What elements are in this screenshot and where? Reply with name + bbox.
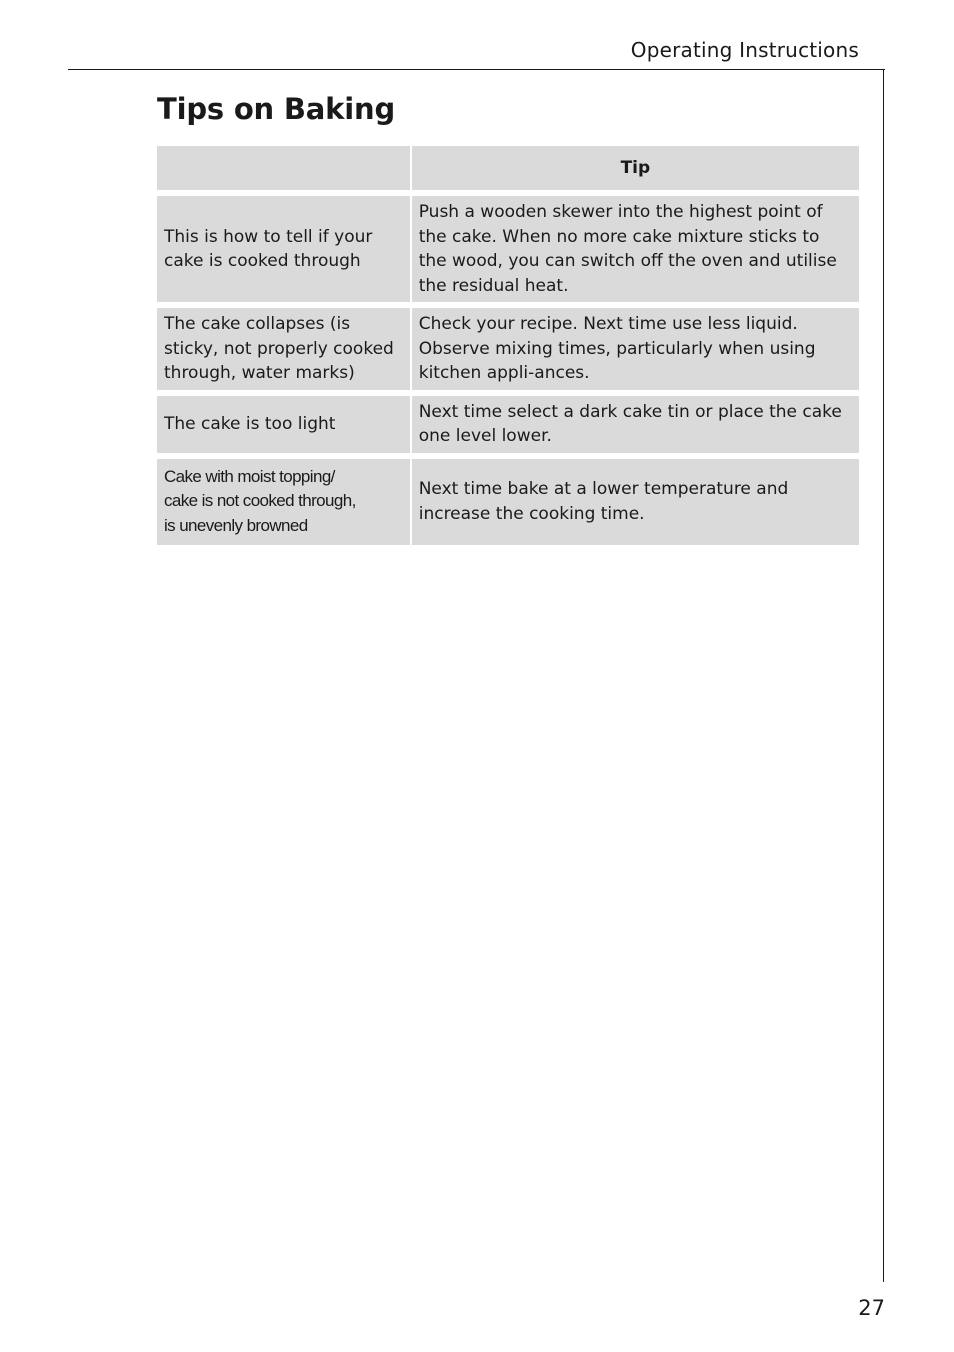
header-problem-cell: [157, 146, 412, 196]
table-row: [157, 308, 859, 396]
table-row: [157, 459, 859, 545]
running-header: Operating Instructions: [630, 38, 859, 62]
page-number: 27: [858, 1296, 885, 1320]
table-row: [157, 396, 859, 459]
page-title: Tips on Baking: [157, 92, 396, 126]
header-rule: [68, 69, 885, 70]
baking-tips-table: [157, 146, 859, 545]
problem-line: is unevenly browned: [164, 515, 308, 535]
tip-cell: Check your recipe. Next time use less liquid. Observe mixing times, particularly when using kitchen appli-ances.: [412, 308, 859, 396]
margin-rule: [883, 69, 884, 1282]
problem-cell: [157, 459, 412, 545]
problem-cell: The cake is too light: [157, 396, 412, 459]
problem-cell: This is how to tell if your cake is cooked through: [157, 196, 412, 308]
problem-cell: The cake collapses (is sticky, not properly cooked through, water marks): [157, 308, 412, 396]
table-header-row: [157, 146, 859, 196]
problem-line: cake is not cooked through,: [164, 491, 356, 511]
problem-line: Cake with moist topping/: [164, 466, 335, 486]
header-tip-cell: Tip: [412, 146, 859, 196]
tip-cell: Next time select a dark cake tin or place the cake one level lower.: [412, 396, 859, 459]
tip-cell: Push a wooden skewer into the highest point of the cake. When no more cake mixture sticks to the wood, you can switch off the oven and utilise the residual heat.: [412, 196, 859, 308]
tip-cell: Next time bake at a lower temperature and increase the cooking time.: [412, 459, 859, 545]
table-row: [157, 196, 859, 308]
